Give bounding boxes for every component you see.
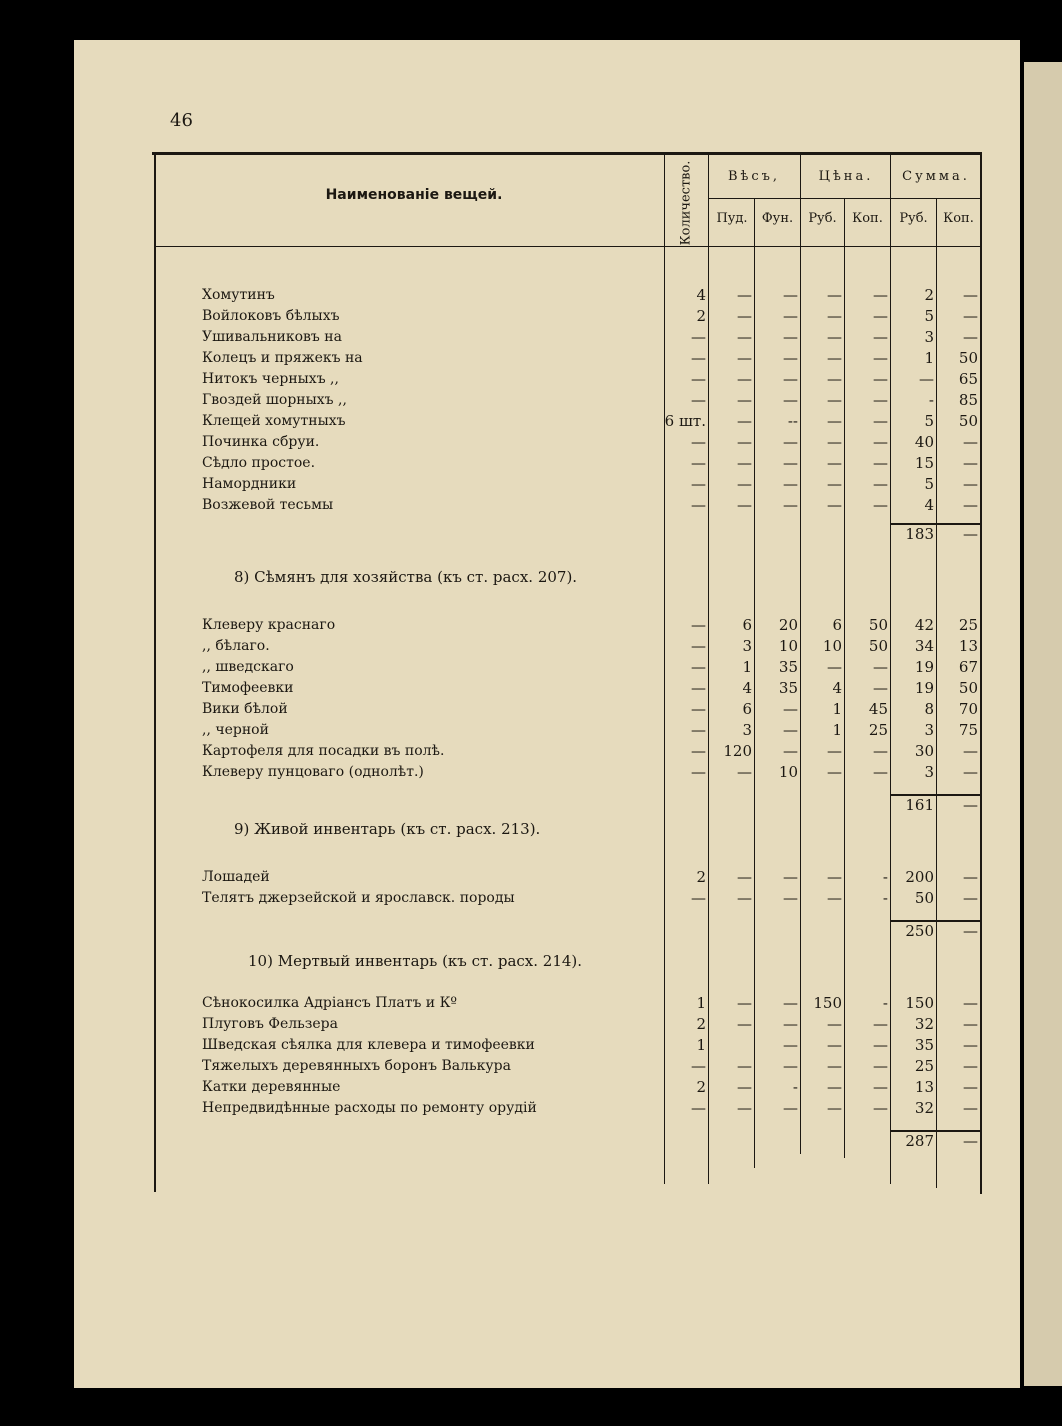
col-rule-kop <box>844 198 845 1158</box>
cell-price-rub: — <box>827 349 842 367</box>
cell-pud: — <box>737 1099 752 1117</box>
item-name: Сѣдло простое. <box>202 455 316 471</box>
cell-sum-kop: — <box>963 1057 978 1075</box>
cell-price-rub: — <box>827 475 842 493</box>
cell-sum-kop: — <box>963 454 978 472</box>
cell-sum-rub: 35 <box>914 1036 934 1054</box>
item-name: Тимофеевки <box>202 680 294 696</box>
section-title: 8) Сѣмянъ для хозяйства (къ ст. расх. 207). <box>234 568 578 586</box>
cell-pud: 3 <box>742 637 752 655</box>
table-left-rule <box>154 152 156 1192</box>
item-name: Ушивальниковъ на <box>202 329 342 345</box>
item-name: Хомутинъ <box>202 287 275 303</box>
total-sum-rub: 250 <box>905 922 934 940</box>
table-top-rule <box>152 152 982 155</box>
cell-pud: — <box>737 1015 752 1033</box>
cell-funt: — <box>783 889 798 907</box>
cell-price-kop: — <box>873 496 888 514</box>
header-quantity: Количество. <box>678 160 694 246</box>
cell-sum-rub: 32 <box>914 1099 934 1117</box>
cell-sum-kop: 67 <box>958 658 978 676</box>
item-name: Катки деревянные <box>202 1079 341 1095</box>
item-name: Лошадей <box>202 869 270 885</box>
item-name: Шведская сѣялка для клевера и тимофеевки <box>202 1037 535 1053</box>
header-price-rub: Руб. <box>808 211 837 226</box>
total-sum-kop: — <box>963 922 978 940</box>
cell-price-kop: — <box>873 1036 888 1054</box>
cell-price-kop: — <box>873 1078 888 1096</box>
cell-sum-kop: — <box>963 889 978 907</box>
cell-funt: — <box>783 349 798 367</box>
cell-price-rub: 1 <box>832 721 842 739</box>
cell-sum-rub: 40 <box>914 433 934 451</box>
cell-sum-kop: — <box>963 433 978 451</box>
cell-funt: - <box>792 1078 798 1096</box>
col-rule-rub <box>800 154 801 1154</box>
cell-price-kop: - <box>882 889 888 907</box>
cell-pud: — <box>737 412 752 430</box>
cell-funt: 35 <box>778 679 798 697</box>
cell-price-kop: — <box>873 475 888 493</box>
cell-sum-rub: 25 <box>914 1057 934 1075</box>
cell-pud: 6 <box>742 616 752 634</box>
cell-pud: — <box>737 391 752 409</box>
cell-price-kop: — <box>873 1015 888 1033</box>
cell-price-rub: — <box>827 1057 842 1075</box>
cell-sum-rub: 50 <box>914 889 934 907</box>
cell-funt: — <box>783 370 798 388</box>
cell-sum-rub: 30 <box>914 742 934 760</box>
cell-price-kop: - <box>882 994 888 1012</box>
cell-price-kop: 50 <box>868 637 888 655</box>
cell-sum-kop: — <box>963 496 978 514</box>
cell-sum-rub: 3 <box>924 763 934 781</box>
cell-price-kop: — <box>873 433 888 451</box>
cell-sum-rub: 8 <box>924 700 934 718</box>
cell-quantity: 2 <box>696 868 706 886</box>
cell-sum-rub: 2 <box>924 286 934 304</box>
cell-pud: — <box>737 868 752 886</box>
item-name: ,, черной <box>202 722 269 738</box>
item-name: Картофеля для посадки въ полѣ. <box>202 743 445 759</box>
cell-quantity: 2 <box>696 1078 706 1096</box>
section-title: 10) Мертвый инвентарь (къ ст. расх. 214). <box>248 952 583 970</box>
header-sum-kop: Коп. <box>943 211 974 226</box>
adjacent-page-edge <box>1024 62 1062 1386</box>
cell-price-rub: — <box>827 412 842 430</box>
cell-price-kop: — <box>873 679 888 697</box>
header-pud: Пуд. <box>716 211 748 226</box>
item-name: Намордники <box>202 476 297 492</box>
item-name: Вики бѣлой <box>202 701 288 717</box>
cell-funt: — <box>783 475 798 493</box>
item-name: Возжевой тесьмы <box>202 497 334 513</box>
cell-price-kop: — <box>873 349 888 367</box>
cell-price-rub: — <box>827 1036 842 1054</box>
cell-sum-rub: 42 <box>914 616 934 634</box>
cell-price-rub: — <box>827 1078 842 1096</box>
cell-sum-rub: 3 <box>924 328 934 346</box>
cell-sum-kop: 75 <box>958 721 978 739</box>
cell-price-rub: — <box>827 286 842 304</box>
col-rule-qty <box>664 154 665 1184</box>
cell-sum-kop: — <box>963 763 978 781</box>
cell-sum-kop: — <box>963 742 978 760</box>
item-name: Клещей хомутныхъ <box>202 413 346 429</box>
cell-price-kop: — <box>873 370 888 388</box>
cell-price-kop: — <box>873 391 888 409</box>
cell-sum-kop: 85 <box>958 391 978 409</box>
cell-quantity: — <box>691 349 706 367</box>
header-price: Цѣна. <box>818 169 874 184</box>
cell-price-rub: — <box>827 391 842 409</box>
cell-funt: — <box>783 868 798 886</box>
cell-price-rub: 6 <box>832 616 842 634</box>
item-name: Телятъ джерзейской и ярославск. породы <box>202 890 515 906</box>
cell-sum-kop: — <box>963 286 978 304</box>
cell-sum-kop: 13 <box>958 637 978 655</box>
cell-funt: 10 <box>778 763 798 781</box>
cell-sum-rub: 3 <box>924 721 934 739</box>
total-sum-rub: 161 <box>905 796 934 814</box>
cell-price-rub: — <box>827 889 842 907</box>
cell-price-kop: 50 <box>868 616 888 634</box>
cell-pud: 3 <box>742 721 752 739</box>
cell-price-rub: — <box>827 763 842 781</box>
header-bottom-rule <box>154 246 982 247</box>
ledger-page <box>74 40 1020 1388</box>
col-rule-skop <box>936 198 937 1188</box>
cell-quantity: 1 <box>696 994 706 1012</box>
cell-sum-kop: — <box>963 328 978 346</box>
col-rule-srub <box>890 154 891 1184</box>
item-name: Колецъ и пряжекъ на <box>202 350 363 366</box>
cell-funt: — <box>783 1099 798 1117</box>
cell-quantity: — <box>691 433 706 451</box>
cell-quantity: — <box>691 889 706 907</box>
cell-sum-rub: 15 <box>914 454 934 472</box>
header-price-kop: Коп. <box>852 211 883 226</box>
item-name: Сѣнокосилка Адріансъ Платъ и Кº <box>202 995 457 1011</box>
cell-funt: — <box>783 742 798 760</box>
item-name: Нитокъ черныхъ ,, <box>202 371 339 387</box>
cell-pud: — <box>737 349 752 367</box>
cell-price-rub: — <box>827 328 842 346</box>
cell-price-kop: — <box>873 1099 888 1117</box>
cell-quantity: — <box>691 700 706 718</box>
subheader-rule <box>708 198 982 199</box>
cell-price-rub: — <box>827 496 842 514</box>
section-title: 9) Живой инвентарь (къ ст. расх. 213). <box>234 820 541 838</box>
cell-funt: -- <box>787 412 798 430</box>
cell-pud: — <box>737 763 752 781</box>
cell-pud: — <box>737 454 752 472</box>
cell-price-kop: — <box>873 307 888 325</box>
cell-pud: — <box>737 370 752 388</box>
cell-price-rub: — <box>827 1015 842 1033</box>
item-name: Клеверу краснаго <box>202 617 336 633</box>
cell-quantity: — <box>691 475 706 493</box>
cell-funt: — <box>783 1015 798 1033</box>
cell-sum-rub: 150 <box>905 994 934 1012</box>
cell-price-kop: — <box>873 328 888 346</box>
item-name: Войлоковъ бѣлыхъ <box>202 308 340 324</box>
cell-funt: — <box>783 700 798 718</box>
cell-sum-rub: 4 <box>924 496 934 514</box>
cell-funt: 20 <box>778 616 798 634</box>
cell-price-rub: — <box>827 454 842 472</box>
cell-quantity: 4 <box>696 286 706 304</box>
cell-quantity: — <box>691 391 706 409</box>
cell-pud: — <box>737 1078 752 1096</box>
cell-price-rub: — <box>827 370 842 388</box>
cell-sum-kop: — <box>963 868 978 886</box>
cell-price-kop: — <box>873 742 888 760</box>
cell-funt: — <box>783 994 798 1012</box>
cell-quantity: 6 шт. <box>664 412 706 430</box>
cell-sum-rub: 1 <box>924 349 934 367</box>
cell-quantity: — <box>691 454 706 472</box>
cell-funt: — <box>783 1057 798 1075</box>
cell-pud: — <box>737 307 752 325</box>
cell-pud: — <box>737 994 752 1012</box>
cell-funt: — <box>783 391 798 409</box>
cell-sum-rub: 5 <box>924 307 934 325</box>
cell-sum-kop: 25 <box>958 616 978 634</box>
item-name: ,, бѣлаго. <box>202 638 270 654</box>
cell-pud: — <box>737 433 752 451</box>
cell-price-rub: 10 <box>822 637 842 655</box>
col-rule-pud <box>708 154 709 1184</box>
cell-funt: — <box>783 496 798 514</box>
cell-sum-kop: — <box>963 475 978 493</box>
cell-pud: — <box>737 889 752 907</box>
item-name: Непредвидѣнные расходы по ремонту орудій <box>202 1100 537 1116</box>
cell-sum-kop: — <box>963 1015 978 1033</box>
cell-funt: — <box>783 1036 798 1054</box>
cell-sum-kop: — <box>963 307 978 325</box>
cell-price-kop: — <box>873 658 888 676</box>
col-rule-funt <box>754 198 755 1168</box>
cell-pud: — <box>737 1057 752 1075</box>
cell-sum-rub: 200 <box>905 868 934 886</box>
cell-sum-rub: - <box>928 391 934 409</box>
cell-quantity: 2 <box>696 307 706 325</box>
cell-pud: 120 <box>723 742 752 760</box>
cell-pud: 1 <box>742 658 752 676</box>
cell-price-kop: — <box>873 454 888 472</box>
total-sum-rub: 287 <box>905 1132 934 1150</box>
total-sum-kop: — <box>963 1132 978 1150</box>
cell-price-rub: — <box>827 868 842 886</box>
cell-quantity: 2 <box>696 1015 706 1033</box>
cell-pud: 6 <box>742 700 752 718</box>
cell-sum-rub: 13 <box>914 1078 934 1096</box>
cell-pud: 4 <box>742 679 752 697</box>
cell-price-kop: — <box>873 286 888 304</box>
item-name: Тяжелыхъ деревянныхъ боронъ Валькура <box>202 1058 511 1074</box>
header-sum-rub: Руб. <box>899 211 928 226</box>
item-name: Плуговъ Фельзера <box>202 1016 338 1032</box>
header-sum: Сумма. <box>902 169 970 184</box>
cell-quantity: — <box>691 496 706 514</box>
cell-price-rub: — <box>827 658 842 676</box>
cell-funt: 10 <box>778 637 798 655</box>
total-sum-kop: — <box>963 796 978 814</box>
total-sum-kop: — <box>963 525 978 543</box>
header-name: Наименованіе вещей. <box>325 187 503 203</box>
cell-quantity: — <box>691 658 706 676</box>
cell-price-kop: 25 <box>868 721 888 739</box>
cell-price-kop: 45 <box>868 700 888 718</box>
cell-pud: — <box>737 475 752 493</box>
cell-quantity: — <box>691 637 706 655</box>
cell-price-rub: — <box>827 742 842 760</box>
cell-price-kop: - <box>882 868 888 886</box>
cell-price-rub: 150 <box>813 994 842 1012</box>
cell-price-kop: — <box>873 763 888 781</box>
header-funt: Фун. <box>761 211 794 226</box>
cell-price-rub: 4 <box>832 679 842 697</box>
cell-funt: — <box>783 328 798 346</box>
cell-sum-kop: 50 <box>958 349 978 367</box>
cell-pud: — <box>737 286 752 304</box>
item-name: ,, шведскаго <box>202 659 294 675</box>
cell-quantity: — <box>691 742 706 760</box>
cell-sum-rub: 5 <box>924 412 934 430</box>
cell-sum-kop: 50 <box>958 412 978 430</box>
cell-funt: — <box>783 721 798 739</box>
cell-sum-kop: 65 <box>958 370 978 388</box>
cell-funt: — <box>783 286 798 304</box>
cell-sum-rub: 5 <box>924 475 934 493</box>
cell-quantity: — <box>691 679 706 697</box>
cell-sum-kop: 50 <box>958 679 978 697</box>
cell-pud: — <box>737 328 752 346</box>
cell-price-rub: — <box>827 1099 842 1117</box>
cell-sum-kop: 70 <box>958 700 978 718</box>
cell-sum-rub: 32 <box>914 1015 934 1033</box>
cell-sum-rub: 19 <box>914 658 934 676</box>
item-name: Клеверу пунцоваго (однолѣт.) <box>202 764 424 780</box>
cell-price-rub: 1 <box>832 700 842 718</box>
total-sum-rub: 183 <box>905 525 934 543</box>
cell-pud: — <box>737 496 752 514</box>
cell-price-kop: — <box>873 412 888 430</box>
cell-funt: — <box>783 433 798 451</box>
cell-quantity: — <box>691 370 706 388</box>
cell-sum-rub: 19 <box>914 679 934 697</box>
table-right-rule <box>980 154 982 1194</box>
cell-quantity: — <box>691 1099 706 1117</box>
header-weight: Вѣсъ, <box>727 169 781 184</box>
cell-price-kop: — <box>873 1057 888 1075</box>
cell-funt: — <box>783 307 798 325</box>
cell-quantity: — <box>691 1057 706 1075</box>
cell-sum-kop: — <box>963 1078 978 1096</box>
cell-sum-kop: — <box>963 1036 978 1054</box>
cell-quantity: — <box>691 616 706 634</box>
cell-funt: 35 <box>778 658 798 676</box>
cell-sum-rub: 34 <box>914 637 934 655</box>
cell-quantity: 1 <box>696 1036 706 1054</box>
page-number: 46 <box>170 110 193 131</box>
cell-sum-kop: — <box>963 1099 978 1117</box>
cell-quantity: — <box>691 763 706 781</box>
cell-price-rub: — <box>827 307 842 325</box>
item-name: Гвоздей шорныхъ ,, <box>202 392 347 408</box>
item-name: Починка сбруи. <box>202 434 320 450</box>
cell-price-rub: — <box>827 433 842 451</box>
cell-quantity: — <box>691 328 706 346</box>
cell-sum-kop: — <box>963 994 978 1012</box>
cell-funt: — <box>783 454 798 472</box>
cell-sum-rub: — <box>919 370 934 388</box>
cell-quantity: — <box>691 721 706 739</box>
